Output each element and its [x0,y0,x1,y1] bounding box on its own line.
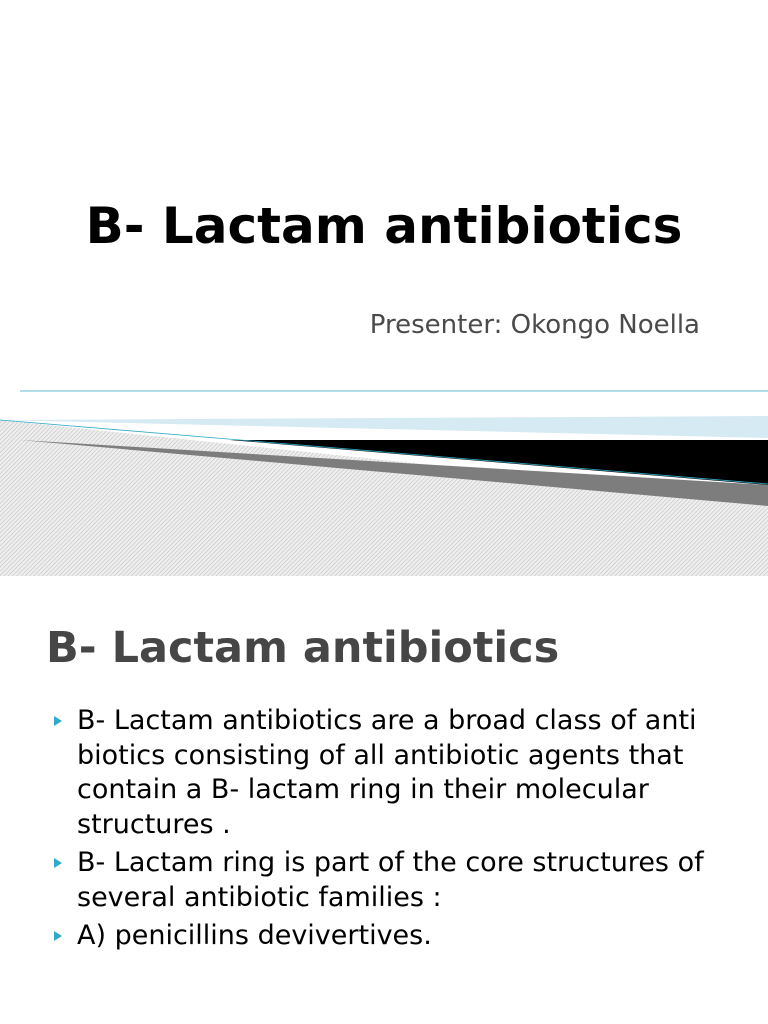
list-item [54,846,744,915]
bullet-list [54,704,744,958]
content-slide [0,576,768,1024]
bullet-text: B- Lactam ring is part of the core structures of several antibiotic families : [77,847,704,913]
bullet-text: B- Lactam antibiotics are a broad class of anti biotics consisting of all antibiotic agents that contain a B- lactam ring in their molecular structures . [77,705,697,840]
triangle-bullet-icon [54,931,62,941]
content-slide-title: B- Lactam antibiotics [46,623,560,673]
presenter-subtitle: Presenter: Okongo Noella [369,310,700,340]
slide-title: B- Lactam antibiotics [85,197,683,255]
triangle-bullet-icon [54,716,62,726]
triangle-bullet-icon [54,858,62,868]
bullet-text: A) penicillins devivertives. [77,920,432,951]
decorative-stripes [0,380,768,576]
list-item [54,704,744,842]
list-item [54,919,744,954]
